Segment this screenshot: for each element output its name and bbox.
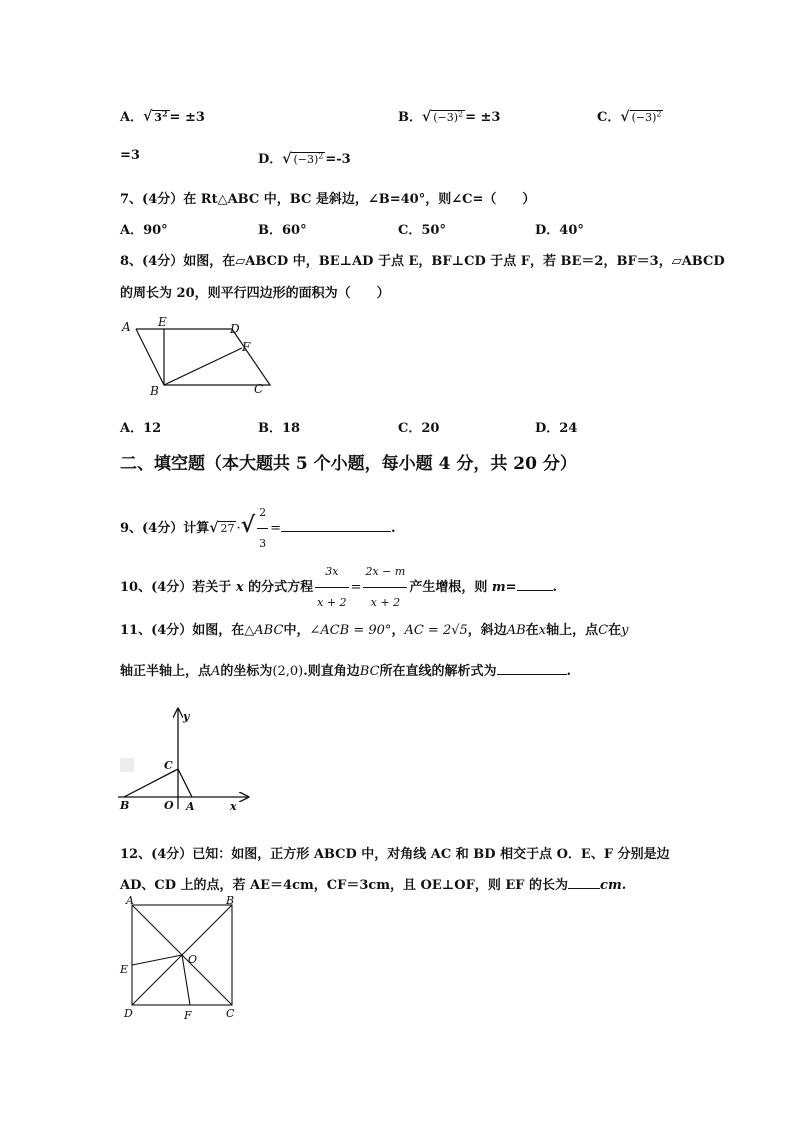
q9-stem: 9、(4分）计算√ 27 ·√ $\frac{2}{3}$ = . xyxy=(120,498,396,559)
segment-bc xyxy=(124,769,178,797)
parallelogram-abcd xyxy=(136,329,270,385)
label-c: C xyxy=(226,1007,235,1020)
q7-option-b: B．60° xyxy=(258,223,307,238)
q7-option-a: A．90° xyxy=(120,223,168,238)
q11-coordinate-figure xyxy=(116,703,256,813)
q7-option-d: D．40° xyxy=(535,223,584,238)
q12-stem-line2: AD、CD 上的点，若 AE＝4cm，CF＝3cm，且 OE⊥OF，则 EF 的长为 cm. xyxy=(120,878,627,893)
label-b: B xyxy=(150,384,159,398)
segment-bf xyxy=(164,348,242,385)
q6-option-c-continued: =3 xyxy=(120,148,140,163)
q9-answer-blank[interactable] xyxy=(281,519,391,532)
q8-parallelogram-figure xyxy=(118,315,278,400)
segment-ca xyxy=(178,769,192,797)
q7-stem: 7、(4分）在 Rt△ABC 中，BC 是斜边，∠B=40°，则∠C=（ ） xyxy=(120,192,536,207)
q8-option-b: B．18 xyxy=(258,421,301,436)
label-f: F xyxy=(184,1009,192,1022)
q6-option-b: B．√ $(-3)^2 = \pm 3$ xyxy=(398,109,501,125)
q12-answer-blank[interactable] xyxy=(568,876,600,889)
label-f: F xyxy=(242,340,251,354)
segment-oe xyxy=(132,955,182,965)
label-c: C xyxy=(254,382,264,396)
label-e: E xyxy=(120,963,129,976)
q10-stem: 10、(4分）若关于 x 的分式方程 $\frac{3x}{x + 2}$ = $\frac{2x - m}{x + 2}$ 产生增根，则 m= . xyxy=(120,557,557,618)
q8-stem-line1: 8、(4分）如图，在▱ABCD 中，BE⊥AD 于点 E，BF⊥CD 于点 F，若 BE＝2，BF＝3，▱ABCD xyxy=(120,254,725,269)
label-o: O xyxy=(164,799,174,812)
q8-stem-line2: 的周长为 20，则平行四边形的面积为（ ） xyxy=(120,286,390,301)
label-b: B xyxy=(120,799,130,812)
label-o: O xyxy=(188,953,198,966)
q8-option-a: A．12 xyxy=(120,421,162,436)
q12-stem-line1: 12、(4分）已知：如图，正方形 ABCD 中，对角线 AC 和 BD 相交于点 O．E、F 分别是边 xyxy=(120,847,670,862)
label-d: D xyxy=(124,1007,133,1020)
q6-option-d: D．√ $(-3)^2 =-3$ xyxy=(258,151,351,167)
label-y: y xyxy=(183,710,190,723)
q11-stem-line1: 11、(4分）如图，在△ABC中，∠ACB = 90°，AC = 2√5，斜边AB在x轴上，点C在y xyxy=(120,623,629,638)
label-c: C xyxy=(164,759,173,772)
label-a: A xyxy=(122,320,131,334)
q6-option-a: A．√ $3^2 = \pm 3$ xyxy=(120,108,205,125)
q10-answer-blank[interactable] xyxy=(517,578,553,591)
q6-option-c: C．√ $(-3)^2$ xyxy=(597,109,662,125)
q11-stem-line2: 轴正半轴上，点A的坐标为(2,0).则直角边BC所在直线的解析式为 . xyxy=(120,664,572,679)
label-x: x xyxy=(230,800,237,813)
label-d: D xyxy=(230,322,240,336)
q8-option-c: C．20 xyxy=(398,421,440,436)
q8-option-d: D．24 xyxy=(535,421,578,436)
q7-option-c: C．50° xyxy=(398,223,446,238)
section-2-heading: 二、填空题（本大题共 5 个小题，每小题 4 分，共 20 分） xyxy=(120,454,577,474)
label-e: E xyxy=(158,315,167,329)
label-a: A xyxy=(126,894,134,907)
q12-square-figure xyxy=(116,893,246,1025)
label-a: A xyxy=(186,800,195,813)
label-b: B xyxy=(226,894,235,907)
q11-answer-blank[interactable] xyxy=(497,662,567,675)
